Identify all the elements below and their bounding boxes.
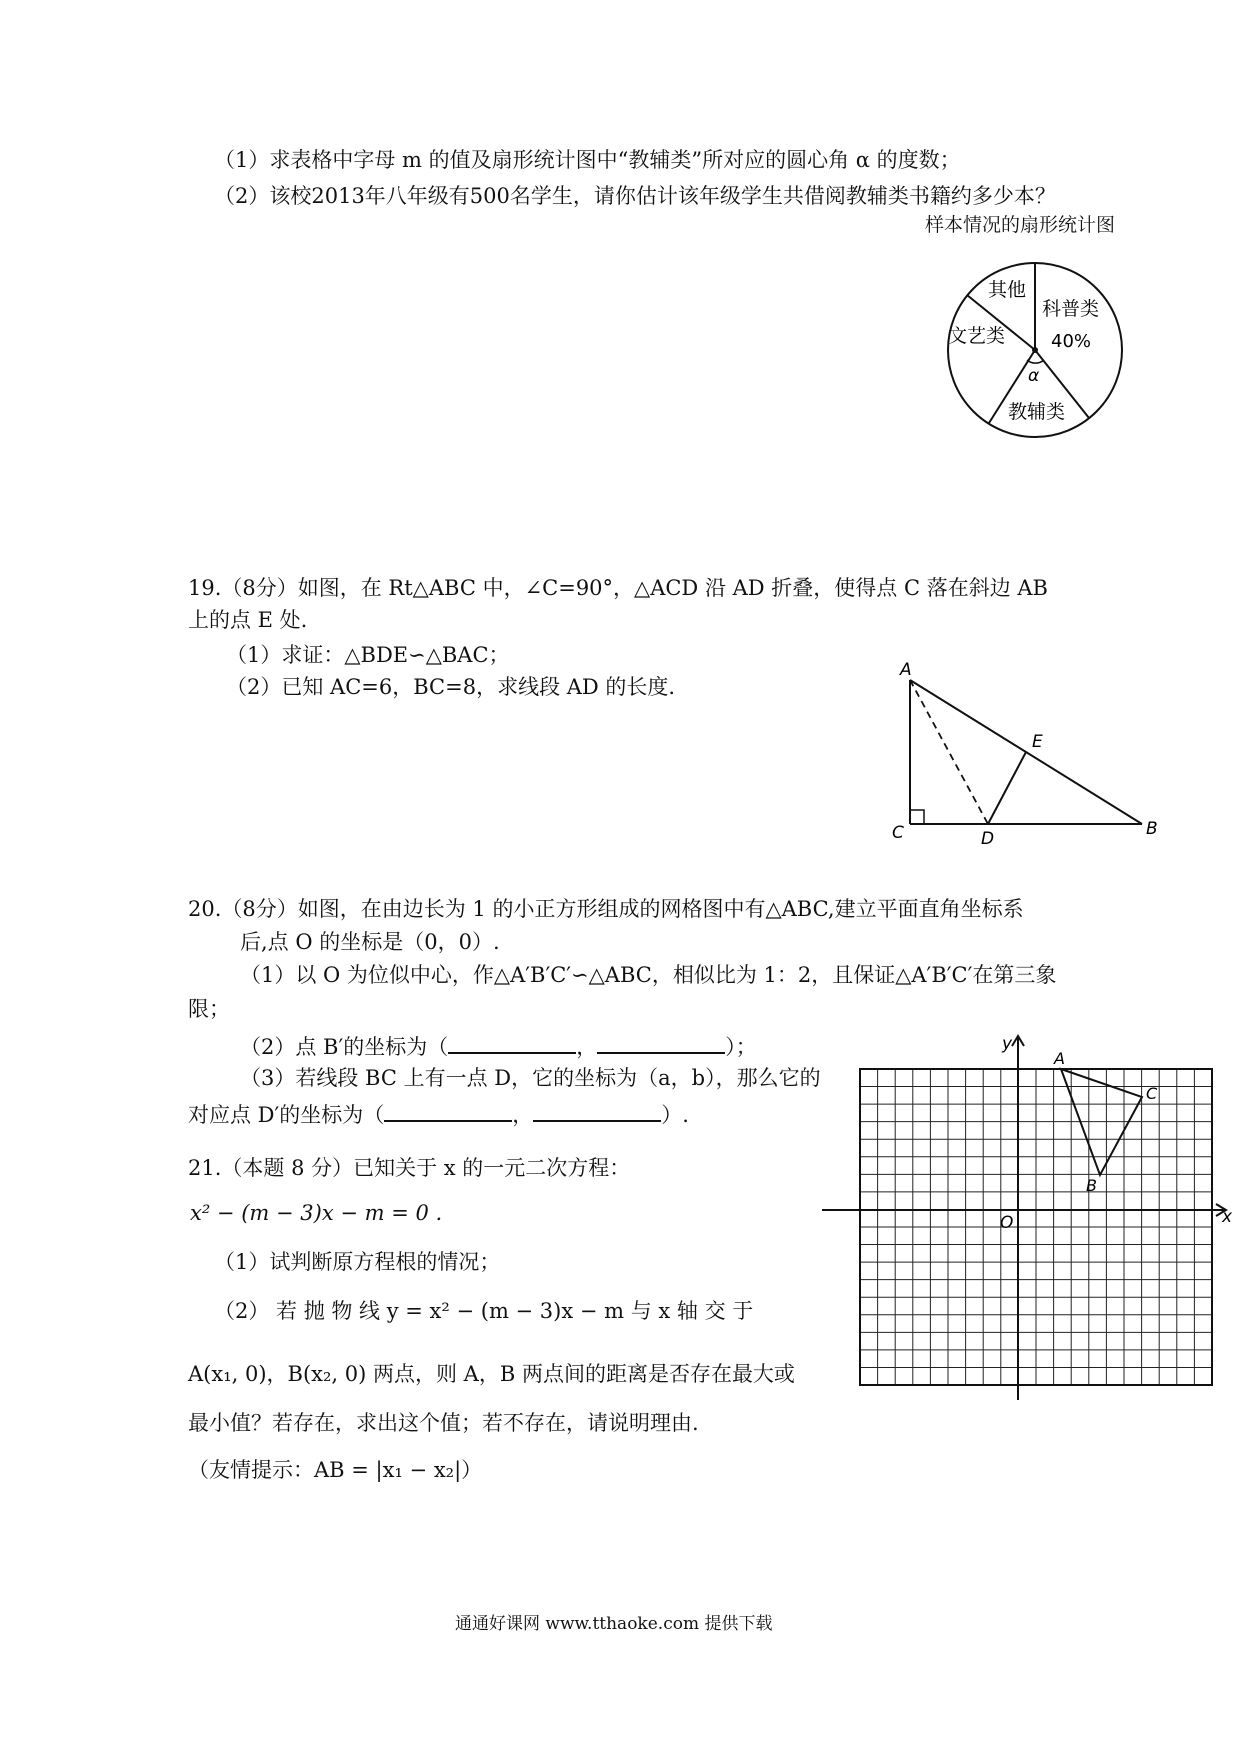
answer-blank-D-x[interactable] [384, 1102, 512, 1122]
q21-part1: （1）试判断原方程根的情况； [214, 1250, 501, 1274]
segment-DE [988, 752, 1026, 824]
q20-part2-prefix: （2）点 B′的坐标为（ [240, 1035, 449, 1059]
slice-label-wenyi: 文艺类 [948, 325, 1006, 347]
slice-label-jiaofu: 教辅类 [1008, 401, 1066, 423]
q21-hint: （友情提示：AB = |x₁ − x₂|） [188, 1458, 483, 1482]
q20-line7-prefix: 对应点 D′的坐标为（ [188, 1103, 385, 1127]
pie-center-dot [1032, 347, 1038, 353]
pie-chart-title: 样本情况的扇形统计图 [925, 214, 1116, 236]
q20-part1: （1）以 O 为位似中心，作△A′B′C′∽△ABC，相似比为 1：2，且保证△A′B′C′在第三象 [240, 963, 1057, 987]
slice-label-kepu: 科普类 [1042, 298, 1100, 320]
grid-lines [860, 1069, 1212, 1385]
label-A: A [900, 660, 912, 680]
q20-line7 [188, 1102, 689, 1126]
q20-line1: 20.（8分）如图，在由边长为 1 的小正方形组成的网格图中有△ABC,建立平面直角坐标系 [188, 897, 1024, 921]
angle-alpha-label: α [1028, 366, 1040, 386]
triangle-figure [880, 650, 1180, 850]
q20-line7-suffix: ）. [661, 1103, 689, 1127]
vertex-label-C: C [1146, 1084, 1158, 1103]
label-C: C [892, 823, 904, 843]
answer-blank-B-y[interactable] [597, 1034, 725, 1054]
label-D: D [981, 829, 995, 849]
q21-equation: x² − (m − 3)x − m = 0 . [190, 1201, 443, 1225]
vertex-label-B: B [1086, 1176, 1097, 1195]
slice-value-kepu: 40% [1051, 331, 1092, 352]
q20-line4: 限； [188, 997, 230, 1021]
q21-line1: 21.（本题 8 分）已知关于 x 的一元二次方程： [188, 1156, 631, 1180]
coordinate-grid-figure [820, 1025, 1240, 1400]
label-E: E [1032, 732, 1043, 752]
q18-part2: （2）该校2013年八年级有500名学生，请你估计该年级学生共借阅教辅类书籍约多少本？ [214, 184, 1056, 208]
answer-blank-D-y[interactable] [533, 1102, 661, 1122]
q20-line7-sep: ， [512, 1103, 534, 1127]
axis-label-x: x [1222, 1207, 1233, 1227]
q18-part1: （1）求表格中字母 m 的值及扇形统计图中“教辅类”所对应的圆心角 α 的度数； [214, 148, 961, 172]
q21-part2: （2） 若 抛 物 线 y = x² − (m − 3)x − m 与 x 轴 交 于 [214, 1299, 754, 1323]
q19-part2: （2）已知 AC=6，BC=8，求线段 AD 的长度. [226, 675, 676, 699]
q20-part2 [240, 1034, 757, 1058]
q19-part1: （1）求证：△BDE∽△BAC； [226, 643, 510, 667]
q19-line1: 19.（8分）如图，在 Rt△ABC 中，∠C=90°，△ACD 沿 AD 折叠，使得点 C 落在斜边 AB [188, 576, 1048, 600]
q20-line2: 后,点 O 的坐标是（0，0）. [240, 930, 500, 954]
q19-line2: 上的点 E 处. [188, 608, 308, 632]
q20-part3: （3）若线段 BC 上有一点 D，它的坐标为（a，b），那么它的 [240, 1066, 821, 1090]
q21-line5: A(x₁, 0)，B(x₂, 0) 两点，则 A，B 两点间的距离是否存在最大或 [188, 1362, 795, 1386]
right-angle-mark [910, 810, 924, 824]
slice-label-qita: 其他 [988, 279, 1027, 301]
page-footer: 通通好课网 www.tthaoke.com 提供下载 [455, 1614, 773, 1634]
q21-line6: 最小值？若存在，求出这个值；若不存在，请说明理由. [188, 1411, 699, 1435]
q20-part2-suffix: ）； [725, 1035, 757, 1059]
origin-label-O: O [1000, 1213, 1014, 1233]
answer-blank-B-x[interactable] [448, 1034, 576, 1054]
q20-part2-sep: ， [576, 1035, 598, 1059]
axis-label-y: y [1002, 1034, 1013, 1054]
label-B: B [1146, 819, 1158, 839]
pie-chart [935, 255, 1135, 450]
segment-AD-dashed [910, 680, 988, 824]
vertex-label-A: A [1054, 1049, 1065, 1068]
